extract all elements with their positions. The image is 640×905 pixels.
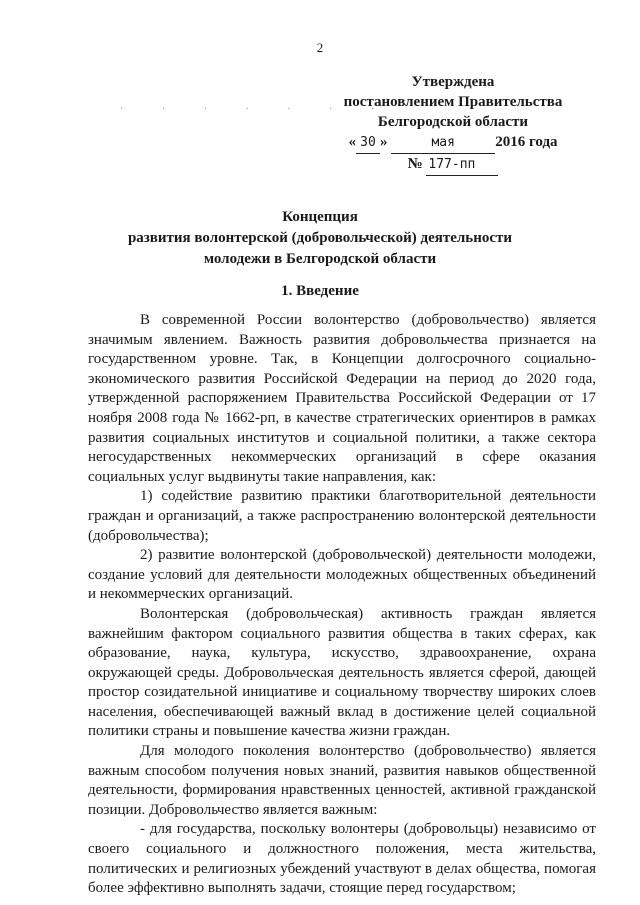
document-body [88,311,596,899]
title-line-region: молодежи в Белгородской области [203,251,437,267]
approval-line-approved: Утверждена [411,74,495,90]
document-title [0,207,640,270]
number-handwritten: 177-пп [426,155,498,176]
date-close-quote: » [379,134,388,150]
approval-line-region: Белгородской области [377,114,529,130]
number-prefix: № [407,156,423,172]
approval-line-resolution: постановлением Правительства [343,94,563,110]
paragraph: В современной России волонтерство (добровольчество) является значимым явлением. Важность развития добровольчества признается на государственном уровне. Так, в Концепции долгосрочного социально-экономического развития Российской Федерации на период до 2020 года, утвержденной распоряжением Правительства Российской Федерации от 17 ноября 2008 года № 1662-рп, в качестве стратегических ориентиров в рамках развития социальных институтов и социальной политики, а также сектора негосударственных некоммерческих организаций в сфере оказания социальных услуг выдвинуты такие направления, как: [88,312,596,485]
date-open-quote: « [348,134,356,150]
paragraph: Для молодого поколения волонтерство (добровольчество) является важным способом получения новых знаний, развития навыков общественной деятельности, формирования нравственных ценностей, активной гражданской позиции. Добровольчество является важным: [88,743,596,818]
date-month-handwritten: мая [391,133,495,154]
page-number: 2 [316,40,324,55]
approval-stamp-block [330,72,576,176]
paragraph: - для государства, поскольку волонтеры (добровольцы) независимо от своего социального и должностного положения, места жительства, политических и религиозных убеждений участвуют в делах общества, помогая более эффективно выполнять задачи, стоящие перед государством; [88,821,596,897]
paragraph: 1) содействие развитию практики благотворительной деятельности граждан и организаций, а также распространению волонтерской деятельности (добровольчества); [88,488,596,544]
title-line-concept: Концепция [282,209,358,225]
approval-date [330,132,576,154]
section-heading-introduction: 1. Введение [281,283,359,299]
scan-artifact-dots: · · · · · · · [120,104,393,115]
paragraph: Волонтерская (добровольческая) активность граждан является важнейшим фактором социального развития общества в таких сферах, как образование, наука, культура, искусство, здравоохранение, охрана окружающей среды. Добровольческая деятельность является сферой, дающей простор созидательной инициативе и социальному творчеству широких слоев населения, обеспечивающей важный вклад в достижение целей социальной политики страны и повышение качества жизни граждан. [88,605,596,740]
paragraph: 2) развитие волонтерской (добровольческой) деятельности молодежи, создание условий для деятельности молодежных общественных объединений и некоммерческих организаций. [88,547,596,603]
approval-number [330,154,576,176]
date-year: 2016 года [495,134,558,150]
date-day-handwritten: 30 [356,133,380,154]
title-line-subject: развития волонтерской (добровольческой) деятельности [127,230,513,246]
